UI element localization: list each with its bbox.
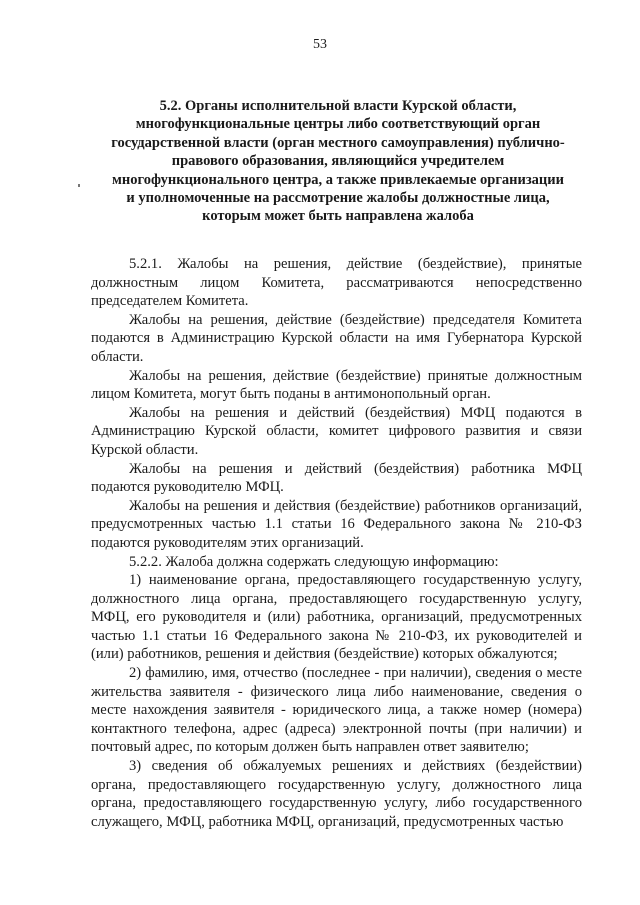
paragraph-5-2-1: 5.2.1. Жалобы на решения, действие (бездействие), принятые должностным лицом Комитета, рассматриваются непосредственно председателем Комитета.: [91, 256, 582, 310]
page-number: 53: [313, 37, 327, 52]
heading-line: многофункциональные центры либо соответствующий орган: [135, 116, 541, 133]
list-item: 3) сведения об обжалуемых решениях и действиях (бездействии) органа, предоставляющего государственную услугу, должностного лица органа, предоставляющего государственную услугу, либо государственного служащего, МФЦ, работника МФЦ, организаций, предусмотренных частью: [91, 758, 582, 830]
paragraph: Жалобы на решения и действий (бездействия) работника МФЦ подаются руководителю МФЦ.: [91, 460, 582, 496]
margin-mark: [78, 184, 80, 187]
heading-line: которым может быть направлена жалоба: [202, 208, 474, 225]
paragraph: Жалобы на решения и действия (бездействие) работников организаций, предусмотренных частью 1.1 статьи 16 Федерального закона № 210-ФЗ подаются руководителям этих организаций.: [91, 497, 582, 551]
paragraph-5-2-2: 5.2.2. Жалоба должна содержать следующую информацию:: [129, 553, 499, 570]
paragraph: Жалобы на решения, действие (бездействие) принятые должностным лицом Комитета, могут быть поданы в антимонопольный орган.: [91, 367, 582, 403]
body-text: [91, 255, 582, 831]
section-heading: [100, 97, 576, 226]
heading-line: государственной власти (орган местного самоуправления) публично-: [111, 134, 565, 151]
paragraph: Жалобы на решения и действий (бездействия) МФЦ подаются в Администрацию Курской области, комитет цифрового развития и связи Курской области.: [91, 404, 582, 458]
list-item: 1) наименование органа, предоставляющего государственную услугу, должностного лица органа, предоставляющего государственную услугу, МФЦ, его руководителя и (или) работника, организаций, предусмотренных частью 1.1 статьи 16 Федерального закона № 210-ФЗ, их руководителей и (или) работников, решения и действия (бездействие) которых обжалуются;: [91, 572, 582, 663]
heading-line: правового образования, являющийся учредителем: [171, 153, 505, 170]
heading-line: 5.2. Органы исполнительной власти Курской области,: [159, 98, 517, 114]
heading-line: многофункционального центра, а также привлекаемые организации: [111, 171, 564, 188]
paragraph: Жалобы на решения, действие (бездействие) председателя Комитета подаются в Администрацию Курской области на имя Губернатора Курской области.: [91, 311, 582, 365]
heading-line: и уполномоченные на рассмотрение жалобы должностные лица,: [126, 190, 550, 207]
list-item: 2) фамилию, имя, отчество (последнее - при наличии), сведения о месте жительства заявителя - физического лица либо наименование, сведения о месте нахождения заявителя - юридического лица, а также номер (номера) контактного телефона, адрес (адреса) электронной почты (при наличии) и почтовый адрес, по которым должен быть направлен ответ заявителю;: [91, 665, 582, 756]
